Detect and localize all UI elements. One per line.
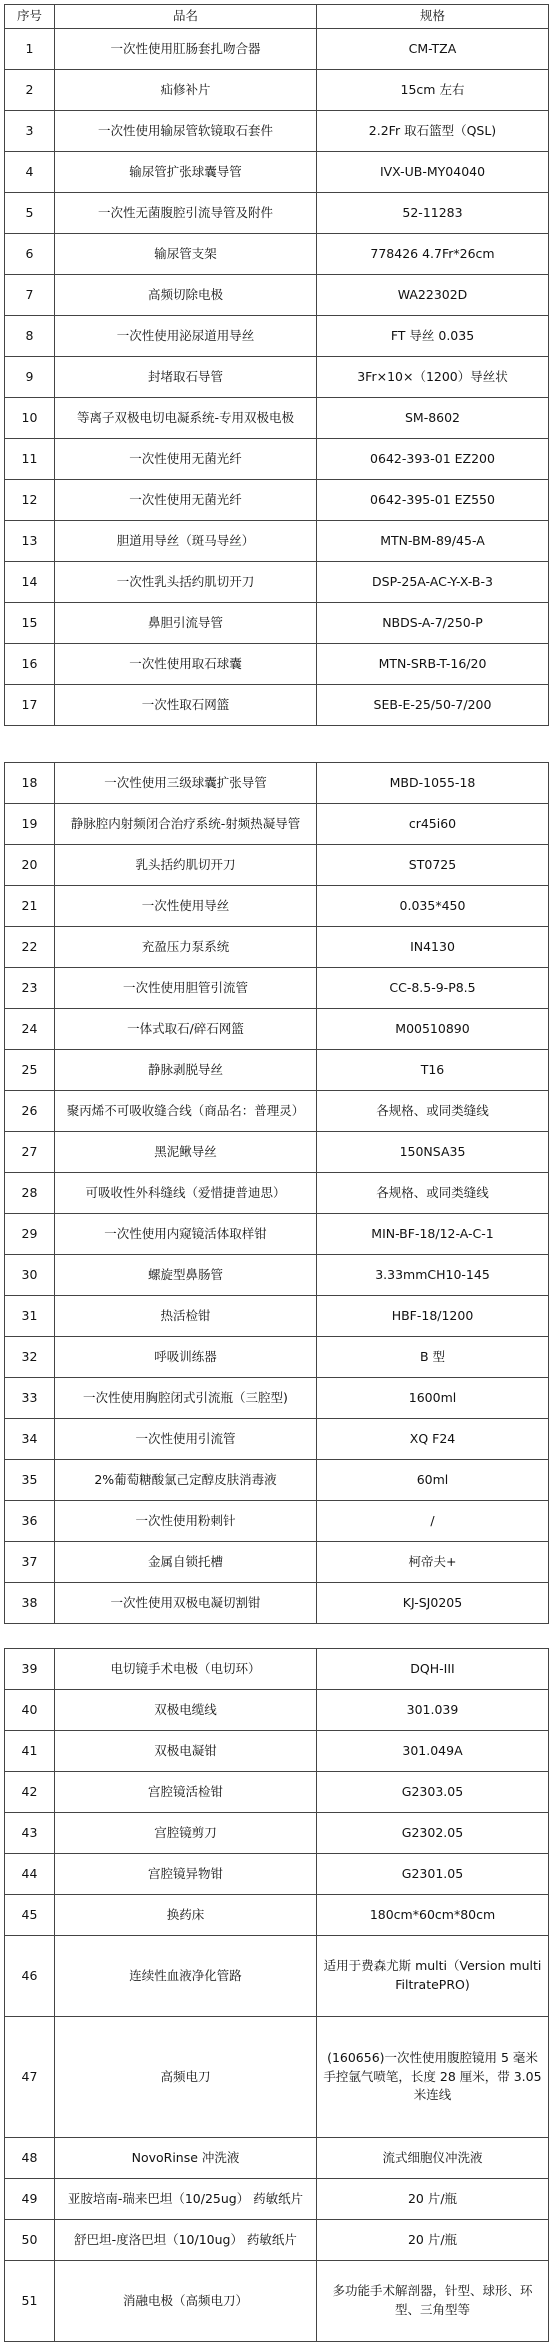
cell-spec: MTN-SRB-T-16/20	[317, 644, 549, 685]
cell-no: 48	[5, 2138, 55, 2179]
cell-spec: CC-8.5-9-P8.5	[317, 968, 549, 1009]
product-table-3	[4, 1648, 549, 2342]
cell-name: 等离子双极电切电凝系统-专用双极电极	[55, 398, 317, 439]
cell-spec: 柯帝夫+	[317, 1542, 549, 1583]
cell-spec: G2303.05	[317, 1772, 549, 1813]
table-row	[5, 1583, 549, 1624]
cell-name: 乳头括约肌切开刀	[55, 845, 317, 886]
table-row	[5, 1050, 549, 1091]
table-row	[5, 275, 549, 316]
table-row	[5, 927, 549, 968]
cell-no: 45	[5, 1895, 55, 1936]
table-row	[5, 1378, 549, 1419]
cell-no: 13	[5, 521, 55, 562]
cell-spec: (160656)一次性使用腹腔镜用 5 毫米手控氩气喷笔，长度 28 厘米，带 3.05 米连线	[317, 2017, 549, 2138]
table-row	[5, 1501, 549, 1542]
cell-no: 33	[5, 1378, 55, 1419]
cell-name: 呼吸训练器	[55, 1337, 317, 1378]
cell-name: 一次性使用输尿管软镜取石套件	[55, 111, 317, 152]
cell-no: 9	[5, 357, 55, 398]
cell-spec: 1600ml	[317, 1378, 549, 1419]
cell-name: 静脉腔内射频闭合治疗系统-射频热凝导管	[55, 804, 317, 845]
cell-no: 32	[5, 1337, 55, 1378]
table-row	[5, 193, 549, 234]
cell-name: 充盈压力泵系统	[55, 927, 317, 968]
cell-name: 一次性使用引流管	[55, 1419, 317, 1460]
cell-name: 双极电缆线	[55, 1690, 317, 1731]
cell-no: 28	[5, 1173, 55, 1214]
table-row	[5, 1255, 549, 1296]
table-row	[5, 2179, 549, 2220]
cell-spec: 3Fr×10×（1200）导丝状	[317, 357, 549, 398]
cell-spec: 适用于费森尤斯 multi（Version multiFiltratePRO)	[317, 1936, 549, 2017]
cell-spec: 各规格、或同类缝线	[317, 1091, 549, 1132]
cell-name: 宫腔镜异物钳	[55, 1854, 317, 1895]
cell-name: 一次性使用导丝	[55, 886, 317, 927]
cell-spec: CM-TZA	[317, 29, 549, 70]
cell-name: 双极电凝钳	[55, 1731, 317, 1772]
cell-no: 40	[5, 1690, 55, 1731]
cell-spec: 52-11283	[317, 193, 549, 234]
cell-spec: MIN-BF-18/12-A-C-1	[317, 1214, 549, 1255]
table-row	[5, 1460, 549, 1501]
table-row	[5, 562, 549, 603]
cell-no: 47	[5, 2017, 55, 2138]
cell-spec: M00510890	[317, 1009, 549, 1050]
cell-spec: MBD-1055-18	[317, 763, 549, 804]
cell-name: 一次性使用取石球囊	[55, 644, 317, 685]
table-row	[5, 1649, 549, 1690]
cell-spec: 20 片/瓶	[317, 2179, 549, 2220]
cell-spec: 20 片/瓶	[317, 2220, 549, 2261]
cell-no: 36	[5, 1501, 55, 1542]
cell-name: 可吸收性外科缝线（爱惜捷普迪思）	[55, 1173, 317, 1214]
table-row	[5, 1936, 549, 2017]
table-row	[5, 1419, 549, 1460]
cell-name: 一体式取石/碎石网篮	[55, 1009, 317, 1050]
cell-name: 输尿管支架	[55, 234, 317, 275]
table-row	[5, 1091, 549, 1132]
cell-name: 一次性使用胸腔闭式引流瓶（三腔型)	[55, 1378, 317, 1419]
cell-no: 24	[5, 1009, 55, 1050]
header-no: 序号	[5, 5, 55, 29]
cell-no: 41	[5, 1731, 55, 1772]
cell-name: 疝修补片	[55, 70, 317, 111]
cell-spec: 流式细胞仪冲洗液	[317, 2138, 549, 2179]
cell-spec: 0642-393-01 EZ200	[317, 439, 549, 480]
cell-name: 电切镜手术电极（电切环）	[55, 1649, 317, 1690]
table-row	[5, 70, 549, 111]
cell-spec: DSP-25A-AC-Y-X-B-3	[317, 562, 549, 603]
cell-no: 35	[5, 1460, 55, 1501]
table-row	[5, 2261, 549, 2342]
cell-no: 31	[5, 1296, 55, 1337]
cell-name: 消融电极（高频电刀）	[55, 2261, 317, 2342]
table-row	[5, 2017, 549, 2138]
table-row	[5, 316, 549, 357]
cell-no: 46	[5, 1936, 55, 2017]
product-table-2	[4, 762, 549, 1624]
cell-name: 宫腔镜活检钳	[55, 1772, 317, 1813]
cell-no: 22	[5, 927, 55, 968]
cell-no: 29	[5, 1214, 55, 1255]
cell-name: 输尿管扩张球囊导管	[55, 152, 317, 193]
cell-spec: SEB-E-25/50-7/200	[317, 685, 549, 726]
table-row	[5, 603, 549, 644]
cell-no: 19	[5, 804, 55, 845]
cell-name: 连续性血液净化管路	[55, 1936, 317, 2017]
cell-no: 11	[5, 439, 55, 480]
table-row	[5, 29, 549, 70]
cell-no: 1	[5, 29, 55, 70]
table-row	[5, 234, 549, 275]
table-row	[5, 2220, 549, 2261]
cell-name: 一次性无菌腹腔引流导管及附件	[55, 193, 317, 234]
cell-spec: B 型	[317, 1337, 549, 1378]
cell-no: 8	[5, 316, 55, 357]
cell-name: 一次性使用胆管引流管	[55, 968, 317, 1009]
cell-name: 2%葡萄糖酸氯己定醇皮肤消毒液	[55, 1460, 317, 1501]
table-row	[5, 398, 549, 439]
cell-name: 换药床	[55, 1895, 317, 1936]
cell-no: 39	[5, 1649, 55, 1690]
cell-name: 宫腔镜剪刀	[55, 1813, 317, 1854]
table-row	[5, 1895, 549, 1936]
cell-spec: cr45i60	[317, 804, 549, 845]
cell-spec: 778426 4.7Fr*26cm	[317, 234, 549, 275]
table-row	[5, 685, 549, 726]
cell-no: 26	[5, 1091, 55, 1132]
cell-spec: 0642-395-01 EZ550	[317, 480, 549, 521]
cell-spec: SM-8602	[317, 398, 549, 439]
header-spec: 规格	[317, 5, 549, 29]
table-row	[5, 521, 549, 562]
cell-no: 34	[5, 1419, 55, 1460]
table-row	[5, 845, 549, 886]
cell-no: 15	[5, 603, 55, 644]
cell-name: 一次性使用泌尿道用导丝	[55, 316, 317, 357]
table-row	[5, 763, 549, 804]
cell-spec: HBF-18/1200	[317, 1296, 549, 1337]
cell-name: 一次性乳头括约肌切开刀	[55, 562, 317, 603]
cell-name: 螺旋型鼻肠管	[55, 1255, 317, 1296]
table-row	[5, 439, 549, 480]
cell-no: 18	[5, 763, 55, 804]
cell-name: 一次性使用双极电凝切割钳	[55, 1583, 317, 1624]
cell-spec: KJ-SJ0205	[317, 1583, 549, 1624]
table-header-row	[5, 5, 549, 29]
cell-no: 23	[5, 968, 55, 1009]
cell-spec: IN4130	[317, 927, 549, 968]
cell-no: 5	[5, 193, 55, 234]
cell-no: 43	[5, 1813, 55, 1854]
cell-spec: IVX-UB-MY04040	[317, 152, 549, 193]
cell-no: 50	[5, 2220, 55, 2261]
cell-name: 鼻胆引流导管	[55, 603, 317, 644]
cell-no: 6	[5, 234, 55, 275]
cell-spec: 2.2Fr 取石篮型（QSL)	[317, 111, 549, 152]
cell-no: 10	[5, 398, 55, 439]
cell-spec: T16	[317, 1050, 549, 1091]
table-row	[5, 1132, 549, 1173]
cell-name: 热活检钳	[55, 1296, 317, 1337]
cell-name: 高频电刀	[55, 2017, 317, 2138]
cell-name: 聚丙烯不可吸收缝合线（商品名：普理灵）	[55, 1091, 317, 1132]
table-row	[5, 2138, 549, 2179]
table-row	[5, 1009, 549, 1050]
cell-no: 3	[5, 111, 55, 152]
table-row	[5, 1173, 549, 1214]
cell-no: 30	[5, 1255, 55, 1296]
cell-no: 44	[5, 1854, 55, 1895]
cell-name: 舒巴坦-度洛巴坦（10/10ug） 药敏纸片	[55, 2220, 317, 2261]
cell-spec: 301.039	[317, 1690, 549, 1731]
cell-spec: 15cm 左右	[317, 70, 549, 111]
table-row	[5, 480, 549, 521]
cell-no: 27	[5, 1132, 55, 1173]
cell-no: 25	[5, 1050, 55, 1091]
cell-name: 静脉剥脱导丝	[55, 1050, 317, 1091]
cell-no: 38	[5, 1583, 55, 1624]
cell-no: 49	[5, 2179, 55, 2220]
table-row	[5, 111, 549, 152]
table-row	[5, 1542, 549, 1583]
cell-spec: ST0725	[317, 845, 549, 886]
table-row	[5, 1854, 549, 1895]
header-name: 品名	[55, 5, 317, 29]
cell-no: 51	[5, 2261, 55, 2342]
table-row	[5, 968, 549, 1009]
cell-spec: 150NSA35	[317, 1132, 549, 1173]
cell-spec: 3.33mmCH10-145	[317, 1255, 549, 1296]
table-row	[5, 644, 549, 685]
cell-name: 一次性使用三级球囊扩张导管	[55, 763, 317, 804]
cell-no: 17	[5, 685, 55, 726]
cell-spec: 180cm*60cm*80cm	[317, 1895, 549, 1936]
table-row	[5, 1690, 549, 1731]
table-row	[5, 1214, 549, 1255]
table-row	[5, 1337, 549, 1378]
table-row	[5, 152, 549, 193]
table-row	[5, 1731, 549, 1772]
cell-name: 一次性使用无菌光纤	[55, 439, 317, 480]
cell-spec: 多功能手术解剖器，针型、球形、环型、三角型等	[317, 2261, 549, 2342]
cell-name: 亚胺培南-瑞来巴坦（10/25ug） 药敏纸片	[55, 2179, 317, 2220]
cell-spec: MTN-BM-89/45-A	[317, 521, 549, 562]
cell-spec: FT 导丝 0.035	[317, 316, 549, 357]
cell-name: 一次性取石网篮	[55, 685, 317, 726]
cell-no: 20	[5, 845, 55, 886]
cell-no: 7	[5, 275, 55, 316]
cell-spec: 0.035*450	[317, 886, 549, 927]
table-row	[5, 357, 549, 398]
cell-spec: /	[317, 1501, 549, 1542]
cell-no: 2	[5, 70, 55, 111]
table-row	[5, 886, 549, 927]
cell-no: 42	[5, 1772, 55, 1813]
cell-spec: G2302.05	[317, 1813, 549, 1854]
table-row	[5, 1296, 549, 1337]
cell-spec: NBDS-A-7/250-P	[317, 603, 549, 644]
cell-no: 4	[5, 152, 55, 193]
table-row	[5, 804, 549, 845]
cell-spec: WA22302D	[317, 275, 549, 316]
cell-no: 37	[5, 1542, 55, 1583]
cell-name: 封堵取石导管	[55, 357, 317, 398]
cell-name: 一次性使用粉刺针	[55, 1501, 317, 1542]
cell-spec: XQ F24	[317, 1419, 549, 1460]
cell-name: 一次性使用内窥镜活体取样钳	[55, 1214, 317, 1255]
product-table-1	[4, 4, 549, 726]
table-row	[5, 1772, 549, 1813]
cell-name: NovoRinse 冲洗液	[55, 2138, 317, 2179]
cell-no: 14	[5, 562, 55, 603]
cell-no: 12	[5, 480, 55, 521]
cell-spec: 301.049A	[317, 1731, 549, 1772]
cell-no: 21	[5, 886, 55, 927]
cell-name: 黑泥鳅导丝	[55, 1132, 317, 1173]
cell-name: 金属自锁托槽	[55, 1542, 317, 1583]
cell-spec: DQH-III	[317, 1649, 549, 1690]
cell-name: 一次性使用无菌光纤	[55, 480, 317, 521]
cell-spec: G2301.05	[317, 1854, 549, 1895]
cell-name: 胆道用导丝（斑马导丝）	[55, 521, 317, 562]
cell-no: 16	[5, 644, 55, 685]
cell-name: 高频切除电极	[55, 275, 317, 316]
cell-spec: 各规格、或同类缝线	[317, 1173, 549, 1214]
table-row	[5, 1813, 549, 1854]
cell-spec: 60ml	[317, 1460, 549, 1501]
cell-name: 一次性使用肛肠套扎吻合器	[55, 29, 317, 70]
